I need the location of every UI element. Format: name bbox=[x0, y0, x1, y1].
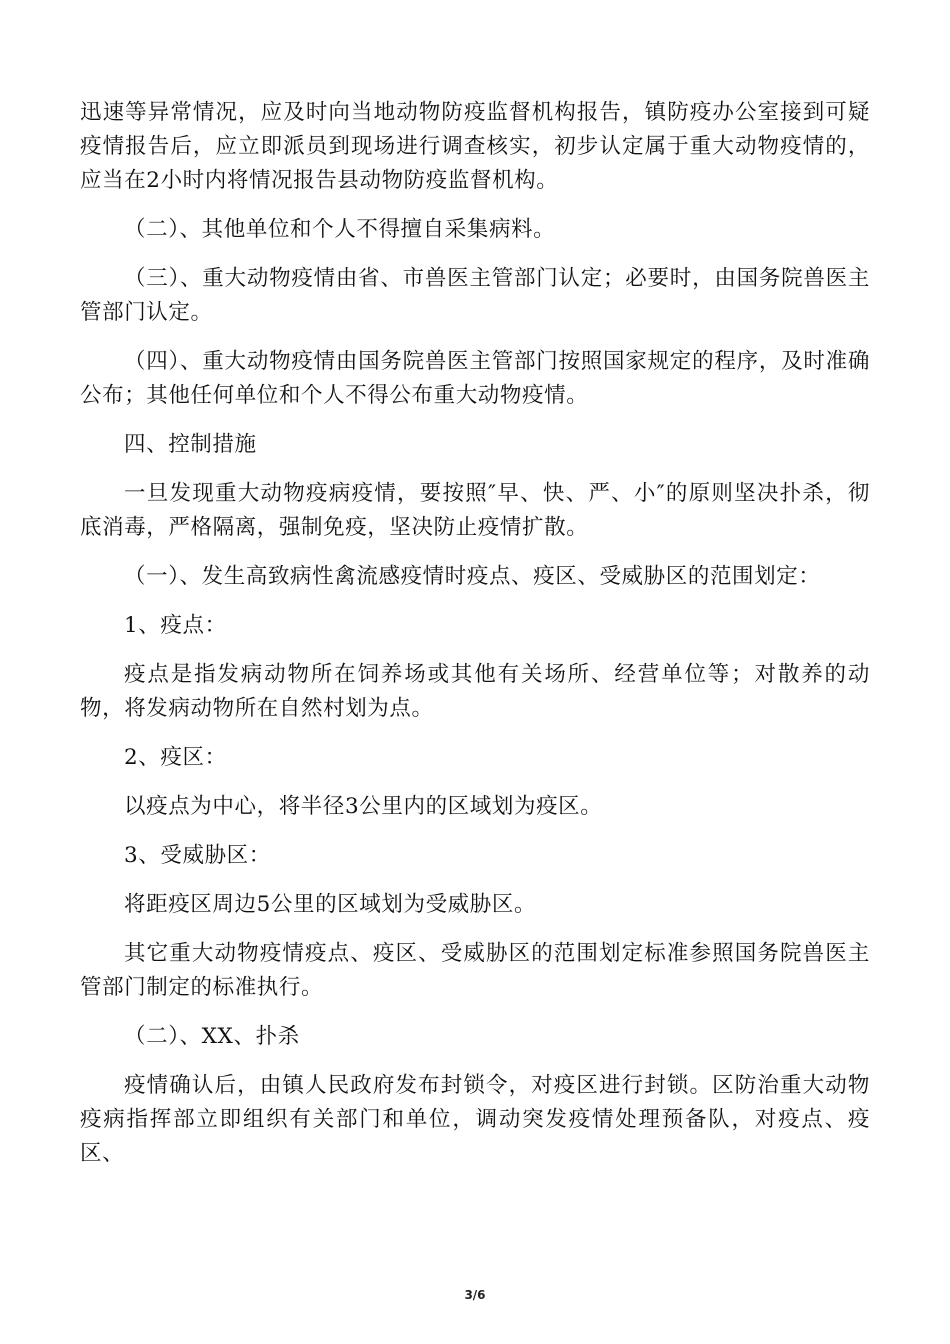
paragraph-3: （三）、重大动物疫情由省、市兽医主管部门认定；必要时，由国务院兽医主管部门认定。 bbox=[80, 266, 870, 325]
paragraph-14: 其它重大动物疫情疫点、疫区、受威胁区的范围划定标准参照国务院兽医主管部门制定的标准执行。 bbox=[80, 941, 870, 1000]
subsection-heading-2: （二）、XX、扑杀 bbox=[124, 1024, 300, 1049]
item-heading-threatened-area: 3、受威胁区： bbox=[124, 843, 271, 868]
paragraph-2: （二）、其他单位和个人不得擅自采集病料。 bbox=[124, 217, 556, 242]
paragraph-9: 疫点是指发病动物所在饲养场或其他有关场所、经营单位等；对散养的动物，将发病动物所在自然村划为点。 bbox=[80, 662, 870, 721]
paragraph-6: 一旦发现重大动物疫病疫情，要按照″早、快、严、小″的原则坚决扑杀，彻底消毒，严格隔离，强制免疫，坚决防止疫情扩散。 bbox=[80, 481, 870, 540]
paragraph-11: 以疫点为中心，将半径3公里内的区域划为疫区。 bbox=[124, 794, 603, 819]
section-heading-control-measures: 四、控制措施 bbox=[124, 432, 257, 457]
item-heading-epidemic-point: 1、疫点： bbox=[124, 613, 227, 638]
subsection-heading-1: （一）、发生高致病性禽流感疫情时疫点、疫区、受威胁区的范围划定： bbox=[124, 564, 821, 589]
item-heading-epidemic-area: 2、疫区： bbox=[124, 745, 227, 770]
document-body bbox=[80, 96, 870, 1186]
page-number: 3/6 bbox=[464, 1288, 486, 1302]
paragraph-1: 迅速等异常情况，应及时向当地动物防疫监督机构报告，镇防疫办公室接到可疑疫情报告后，应立即派员到现场进行调查核实，初步认定属于重大动物疫情的，应当在2小时内将情况报告县动物防疫监督机构。 bbox=[80, 100, 870, 193]
paragraph-13: 将距疫区周边5公里的区域划为受威胁区。 bbox=[124, 892, 537, 917]
paragraph-16: 疫情确认后，由镇人民政府发布封锁令，对疫区进行封锁。区防治重大动物疫病指挥部立即组织有关部门和单位，调动突发疫情处理预备队，对疫点、疫区、 bbox=[80, 1073, 870, 1166]
paragraph-4: （四）、重大动物疫情由国务院兽医主管部门按照国家规定的程序，及时准确公布；其他任何单位和个人不得公布重大动物疫情。 bbox=[80, 349, 870, 408]
